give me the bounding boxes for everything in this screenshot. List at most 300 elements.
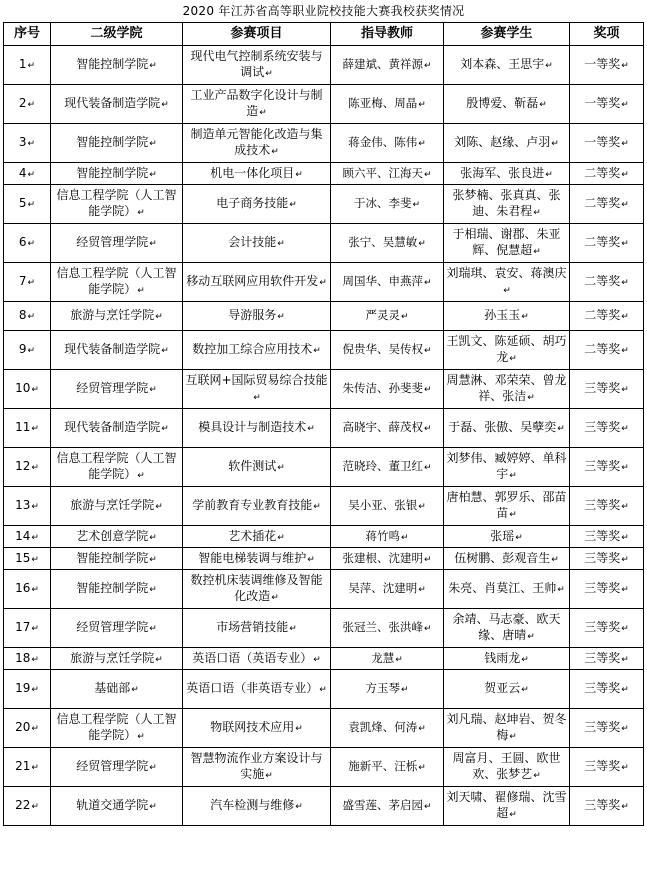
cell-text: 三等奖	[584, 681, 621, 695]
return-mark-icon: ↵	[149, 585, 157, 595]
return-mark-icon: ↵	[621, 532, 629, 543]
cell-text: 于相瑞、谢郡、朱亚辉、倪慧超	[452, 227, 561, 257]
return-mark-icon: ↵	[423, 169, 432, 180]
return-mark-icon: ↵	[521, 654, 529, 665]
cell-text: 信息工程学院（人工智能学院）	[56, 266, 177, 296]
cell-no	[4, 163, 51, 185]
cell-award	[570, 670, 644, 709]
cell-text: 电子商务技能	[216, 196, 289, 210]
return-mark-icon: ↵	[137, 732, 145, 742]
cell-text: 9	[18, 342, 27, 356]
cell-no	[4, 302, 51, 331]
cell-project	[183, 46, 331, 85]
return-mark-icon: ↵	[149, 385, 157, 395]
cell-text: 智能控制学院	[76, 135, 149, 149]
cell-students	[444, 526, 570, 548]
cell-text: 三等奖	[584, 498, 621, 512]
cell-teachers	[331, 185, 444, 224]
cell-text: 周国华、申燕萍	[342, 274, 423, 288]
return-mark-icon: ↵	[253, 393, 261, 403]
cell-text: 三等奖	[584, 420, 621, 434]
table-row	[4, 787, 644, 826]
cell-text: 蒋金伟、陈伟	[348, 135, 418, 149]
cell-text: 三等奖	[584, 550, 621, 565]
cell-no	[4, 670, 51, 709]
return-mark-icon: ↵	[557, 424, 565, 434]
return-mark-icon: ↵	[31, 585, 39, 595]
cell-text: 5	[18, 196, 27, 210]
cell-text: 11	[15, 420, 31, 434]
cell-text: 张瑶	[490, 528, 515, 543]
header-cell-award: 奖项	[570, 23, 644, 46]
return-mark-icon: ↵	[271, 147, 279, 157]
cell-no	[4, 570, 51, 609]
cell-award	[570, 370, 644, 409]
cell-text: 智能控制学院	[76, 57, 149, 71]
cell-text: 智能控制学院	[76, 165, 149, 180]
return-mark-icon: ↵	[621, 585, 629, 595]
return-mark-icon: ↵	[277, 463, 285, 473]
cell-teachers	[331, 670, 444, 709]
cell-teachers	[331, 263, 444, 302]
return-mark-icon: ↵	[149, 624, 157, 634]
return-mark-icon: ↵	[503, 286, 511, 296]
return-mark-icon: ↵	[509, 810, 517, 820]
cell-college	[51, 787, 183, 826]
cell-project	[183, 331, 331, 370]
return-mark-icon: ↵	[27, 139, 36, 149]
cell-text: 二等奖	[584, 196, 621, 210]
return-mark-icon: ↵	[31, 724, 39, 734]
cell-text: 模具设计与制造技术	[198, 420, 307, 434]
table-row	[4, 526, 644, 548]
table-row	[4, 331, 644, 370]
cell-no	[4, 85, 51, 124]
cell-text: 余靖、马志豪、欧天缘、唐晴	[452, 612, 561, 642]
return-mark-icon: ↵	[31, 763, 39, 773]
return-mark-icon: ↵	[418, 139, 426, 149]
cell-text: 二等奖	[584, 235, 621, 249]
header-cell-college: 二级学院	[51, 23, 183, 46]
cell-college	[51, 748, 183, 787]
return-mark-icon: ↵	[533, 247, 541, 257]
table-row	[4, 487, 644, 526]
return-mark-icon: ↵	[621, 502, 629, 512]
cell-college	[51, 709, 183, 748]
return-mark-icon: ↵	[31, 532, 39, 543]
return-mark-icon: ↵	[149, 139, 157, 149]
cell-text: 艺术插花	[228, 528, 277, 543]
return-mark-icon: ↵	[395, 654, 403, 665]
cell-teachers	[331, 548, 444, 570]
cell-text: 经贸管理学院	[76, 620, 149, 634]
return-mark-icon: ↵	[31, 654, 39, 665]
cell-project	[183, 124, 331, 163]
cell-text: 张梦楠、张真真、张迪、朱君程	[452, 188, 561, 218]
return-mark-icon: ↵	[27, 61, 36, 71]
table-row	[4, 370, 644, 409]
cell-text: 导游服务	[228, 308, 277, 322]
cell-college	[51, 609, 183, 648]
return-mark-icon: ↵	[557, 585, 565, 595]
return-mark-icon: ↵	[621, 278, 629, 288]
return-mark-icon: ↵	[27, 239, 36, 249]
cell-award	[570, 331, 644, 370]
cell-text: 倪贵华、吴传权	[342, 342, 423, 356]
cell-award	[570, 787, 644, 826]
cell-text: 互联网+国际贸易综合技能	[185, 373, 328, 387]
cell-text: 贺亚云	[484, 681, 521, 695]
cell-text: 1	[18, 57, 27, 71]
cell-teachers	[331, 85, 444, 124]
return-mark-icon: ↵	[31, 554, 39, 565]
cell-teachers	[331, 609, 444, 648]
cell-text: 经贸管理学院	[76, 381, 149, 395]
cell-text: 轨道交通学院	[76, 798, 149, 812]
return-mark-icon: ↵	[400, 685, 409, 695]
cell-text: 13	[15, 498, 31, 512]
cell-text: 张海军、张良进	[460, 165, 545, 180]
cell-text: 现代装备制造学院	[64, 342, 161, 356]
return-mark-icon: ↵	[295, 724, 303, 734]
cell-text: 基础部	[94, 681, 131, 695]
return-mark-icon: ↵	[27, 312, 36, 322]
cell-award	[570, 46, 644, 85]
cell-text: 方玉琴	[365, 681, 400, 695]
cell-text: 于磊、张傲、吴孽奕	[448, 420, 557, 434]
cell-text: 15	[15, 550, 31, 565]
cell-teachers	[331, 302, 444, 331]
return-mark-icon: ↵	[27, 169, 36, 180]
return-mark-icon: ↵	[418, 100, 426, 110]
table-row	[4, 570, 644, 609]
return-mark-icon: ↵	[418, 585, 426, 595]
return-mark-icon: ↵	[137, 286, 145, 296]
return-mark-icon: ↵	[27, 100, 36, 110]
cell-text: 刘本森、王思宇	[460, 57, 545, 71]
return-mark-icon: ↵	[621, 654, 629, 665]
cell-project	[183, 670, 331, 709]
return-mark-icon: ↵	[31, 463, 39, 473]
table-row	[4, 163, 644, 185]
cell-project	[183, 448, 331, 487]
return-mark-icon: ↵	[509, 471, 517, 481]
cell-text: 智能控制学院	[76, 581, 149, 595]
cell-text: 4	[18, 165, 27, 180]
cell-text: 16	[15, 581, 31, 595]
cell-text: 智能电梯装调与维护	[198, 550, 307, 565]
cell-text: 艺术创意学院	[76, 528, 149, 543]
cell-project	[183, 224, 331, 263]
return-mark-icon: ↵	[621, 346, 629, 356]
table-row	[4, 302, 644, 331]
return-mark-icon: ↵	[313, 346, 321, 356]
return-mark-icon: ↵	[149, 61, 157, 71]
return-mark-icon: ↵	[307, 424, 315, 434]
cell-college	[51, 526, 183, 548]
cell-text: 现代电气控制系统安装与调试	[190, 49, 323, 79]
return-mark-icon: ↵	[149, 802, 157, 812]
return-mark-icon: ↵	[27, 346, 36, 356]
return-mark-icon: ↵	[423, 61, 432, 71]
return-mark-icon: ↵	[319, 278, 327, 288]
return-mark-icon: ↵	[155, 654, 163, 665]
cell-teachers	[331, 448, 444, 487]
cell-teachers	[331, 570, 444, 609]
cell-text: 软件测试	[228, 459, 277, 473]
return-mark-icon: ↵	[621, 463, 629, 473]
cell-no	[4, 409, 51, 448]
cell-teachers	[331, 409, 444, 448]
cell-project	[183, 409, 331, 448]
cell-students	[444, 609, 570, 648]
awards-table-header	[4, 23, 644, 46]
table-row	[4, 185, 644, 224]
return-mark-icon: ↵	[137, 471, 145, 481]
cell-no	[4, 648, 51, 670]
cell-no	[4, 448, 51, 487]
cell-text: 8	[18, 308, 27, 322]
cell-no	[4, 46, 51, 85]
table-row	[4, 224, 644, 263]
return-mark-icon: ↵	[521, 312, 529, 322]
cell-students	[444, 787, 570, 826]
cell-award	[570, 548, 644, 570]
cell-students	[444, 748, 570, 787]
cell-text: 袁凯烽、何涛	[348, 720, 418, 734]
cell-no	[4, 185, 51, 224]
return-mark-icon: ↵	[31, 424, 39, 434]
table-row	[4, 609, 644, 648]
cell-text: 张建根、沈建明	[342, 550, 423, 565]
document-title: 2020 年江苏省高等职业院校技能大赛我校获奖情况	[182, 4, 465, 18]
return-mark-icon: ↵	[31, 802, 39, 812]
cell-text: 英语口语（非英语专业）	[186, 681, 319, 695]
cell-project	[183, 185, 331, 224]
cell-college	[51, 548, 183, 570]
cell-students	[444, 648, 570, 670]
cell-text: 智慧物流作业方案设计与实施	[190, 751, 323, 781]
cell-text: 18	[15, 650, 31, 665]
cell-students	[444, 570, 570, 609]
cell-text: 三等奖	[584, 798, 621, 812]
cell-college	[51, 224, 183, 263]
cell-college	[51, 331, 183, 370]
cell-college	[51, 570, 183, 609]
return-mark-icon: ↵	[621, 624, 629, 634]
return-mark-icon: ↵	[515, 532, 523, 543]
cell-college	[51, 46, 183, 85]
cell-text: 旅游与烹饪学院	[70, 650, 155, 665]
cell-text: 三等奖	[584, 759, 621, 773]
return-mark-icon: ↵	[621, 239, 629, 249]
return-mark-icon: ↵	[545, 61, 553, 71]
cell-text: 汽车检测与维修	[210, 798, 295, 812]
cell-text: 施新平、汪栎	[348, 759, 418, 773]
return-mark-icon: ↵	[423, 624, 432, 634]
return-mark-icon: ↵	[149, 239, 157, 249]
cell-award	[570, 748, 644, 787]
cell-project	[183, 570, 331, 609]
cell-project	[183, 163, 331, 185]
cell-text: 二等奖	[584, 342, 621, 356]
table-row	[4, 263, 644, 302]
cell-project	[183, 526, 331, 548]
header-cell-students: 参赛学生	[444, 23, 570, 46]
cell-project	[183, 748, 331, 787]
return-mark-icon: ↵	[259, 108, 267, 118]
cell-teachers	[331, 370, 444, 409]
return-mark-icon: ↵	[27, 278, 36, 288]
cell-teachers	[331, 331, 444, 370]
cell-text: 严灵灵	[365, 308, 400, 322]
return-mark-icon: ↵	[551, 139, 559, 149]
table-row	[4, 748, 644, 787]
cell-students	[444, 85, 570, 124]
awards-table	[3, 22, 644, 826]
cell-college	[51, 448, 183, 487]
return-mark-icon: ↵	[131, 685, 139, 695]
cell-text: 周慧淋、邓荣荣、曾龙祥、张洁	[446, 373, 567, 403]
cell-text: 唐柏慧、郭罗乐、邵苗苗	[446, 490, 567, 520]
cell-text: 伍树鹏、彭观音生	[454, 550, 551, 565]
return-mark-icon: ↵	[533, 208, 541, 218]
cell-text: 市场营销技能	[216, 620, 289, 634]
table-row	[4, 409, 644, 448]
return-mark-icon: ↵	[621, 554, 629, 565]
return-mark-icon: ↵	[265, 69, 273, 79]
cell-college	[51, 163, 183, 185]
cell-text: 智能控制学院	[76, 550, 149, 565]
cell-text: 一等奖	[584, 57, 621, 71]
cell-no	[4, 526, 51, 548]
cell-text: 刘陈、赵缘、卢羽	[454, 135, 551, 149]
cell-text: 信息工程学院（人工智能学院）	[56, 451, 177, 481]
cell-teachers	[331, 163, 444, 185]
return-mark-icon: ↵	[621, 169, 629, 180]
cell-text: 于冰、李斐	[353, 196, 412, 210]
cell-project	[183, 709, 331, 748]
cell-college	[51, 409, 183, 448]
cell-award	[570, 526, 644, 548]
cell-text: 盛雪莲、茅启园	[342, 798, 423, 812]
cell-college	[51, 670, 183, 709]
return-mark-icon: ↵	[533, 771, 541, 781]
cell-award	[570, 163, 644, 185]
cell-award	[570, 185, 644, 224]
return-mark-icon: ↵	[149, 763, 157, 773]
cell-text: 信息工程学院（人工智能学院）	[56, 712, 177, 742]
return-mark-icon: ↵	[27, 200, 36, 210]
table-row	[4, 85, 644, 124]
cell-no	[4, 224, 51, 263]
cell-text: 张宁、吴慧敏	[348, 235, 418, 249]
cell-text: 刘瑞琪、袁安、蒋澳庆	[446, 266, 567, 280]
cell-college	[51, 185, 183, 224]
return-mark-icon: ↵	[509, 732, 517, 742]
return-mark-icon: ↵	[319, 685, 327, 695]
cell-students	[444, 448, 570, 487]
return-mark-icon: ↵	[155, 312, 163, 322]
cell-award	[570, 124, 644, 163]
cell-project	[183, 548, 331, 570]
return-mark-icon: ↵	[509, 510, 517, 520]
cell-text: 学前教育专业教育技能	[192, 498, 313, 512]
cell-text: 朱传洁、孙斐斐	[342, 381, 423, 395]
return-mark-icon: ↵	[271, 593, 279, 603]
return-mark-icon: ↵	[313, 654, 321, 665]
return-mark-icon: ↵	[621, 385, 629, 395]
cell-no	[4, 609, 51, 648]
cell-no	[4, 370, 51, 409]
cell-text: 高晓宇、薛茂权	[342, 420, 423, 434]
cell-text: 薛建斌、黄祥源	[342, 57, 423, 71]
cell-award	[570, 263, 644, 302]
cell-text: 工业产品数字化设计与制造	[190, 88, 323, 118]
cell-text: 现代装备制造学院	[64, 96, 161, 110]
table-row	[4, 670, 644, 709]
cell-text: 旅游与烹饪学院	[70, 498, 155, 512]
return-mark-icon: ↵	[418, 763, 426, 773]
return-mark-icon: ↵	[31, 385, 39, 395]
cell-college	[51, 85, 183, 124]
cell-teachers	[331, 124, 444, 163]
header-row	[4, 23, 644, 46]
cell-text: 经贸管理学院	[76, 235, 149, 249]
return-mark-icon: ↵	[621, 802, 629, 812]
return-mark-icon: ↵	[551, 554, 559, 565]
cell-students	[444, 548, 570, 570]
cell-college	[51, 370, 183, 409]
cell-text: 钱雨龙	[484, 650, 521, 665]
cell-teachers	[331, 487, 444, 526]
cell-award	[570, 409, 644, 448]
cell-text: 殷博爱、靳磊	[466, 96, 539, 110]
cell-text: 三等奖	[584, 581, 621, 595]
cell-text: 刘凡瑞、赵坤岩、贺冬梅	[446, 712, 567, 742]
cell-text: 7	[18, 274, 27, 288]
cell-students	[444, 302, 570, 331]
return-mark-icon: ↵	[527, 393, 535, 403]
return-mark-icon: ↵	[412, 200, 421, 210]
return-mark-icon: ↵	[418, 239, 426, 249]
cell-students	[444, 670, 570, 709]
return-mark-icon: ↵	[31, 624, 39, 634]
cell-text: 三等奖	[584, 528, 621, 543]
return-mark-icon: ↵	[277, 239, 285, 249]
return-mark-icon: ↵	[313, 502, 321, 512]
cell-text: 孙玉玉	[484, 308, 521, 322]
cell-project	[183, 302, 331, 331]
header-cell-teachers: 指导教师	[331, 23, 444, 46]
table-row	[4, 709, 644, 748]
cell-text: 三等奖	[584, 720, 621, 734]
return-mark-icon: ↵	[277, 532, 285, 543]
return-mark-icon: ↵	[149, 169, 157, 180]
cell-text: 机电一体化项目	[210, 165, 295, 180]
return-mark-icon: ↵	[423, 346, 432, 356]
cell-text: 三等奖	[584, 459, 621, 473]
return-mark-icon: ↵	[161, 100, 169, 110]
cell-no	[4, 709, 51, 748]
cell-award	[570, 648, 644, 670]
cell-text: 会计技能	[228, 235, 277, 249]
return-mark-icon: ↵	[621, 139, 629, 149]
cell-text: 12	[15, 459, 31, 473]
return-mark-icon: ↵	[509, 354, 517, 364]
cell-text: 6	[18, 235, 27, 249]
cell-text: 19	[15, 681, 31, 695]
